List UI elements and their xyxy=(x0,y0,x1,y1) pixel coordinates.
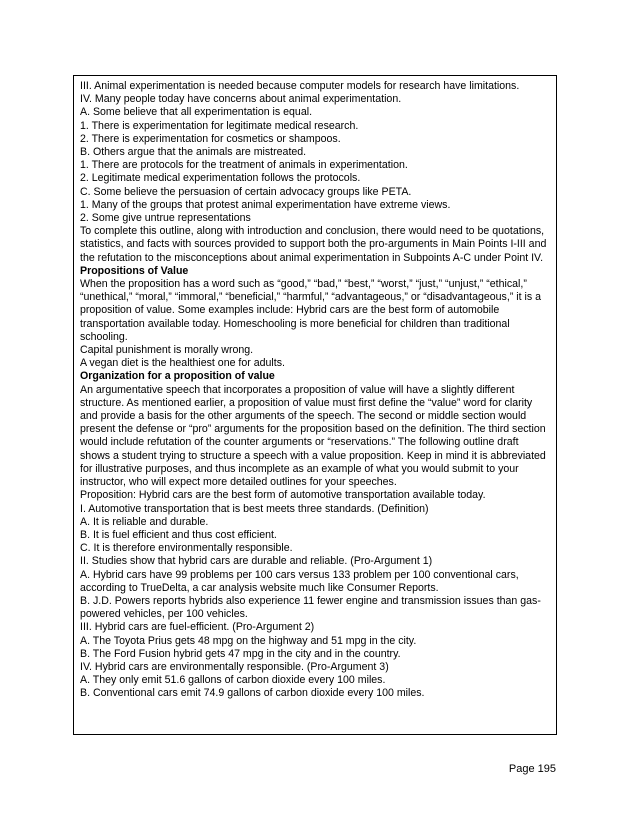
example-item: A vegan diet is the healthiest one for adults. xyxy=(80,357,285,370)
outline-item: A. It is reliable and durable. xyxy=(80,515,209,528)
outline-item: A. Hybrid cars have 99 problems per 100 cars versus 133 problem per 100 conventional cars, according to TrueDelta, a car analysis website much like Consumer Reports. xyxy=(80,568,519,594)
outline-item: C. It is therefore environmentally responsible. xyxy=(80,542,293,555)
outline-item: B. Others argue that the animals are mistreated. xyxy=(80,146,307,159)
outline-item: 1. Many of the groups that protest animal experimentation have extreme views. xyxy=(80,198,451,211)
paragraph: An argumentative speech that incorporates a proposition of value will have a slightly different structure. As mentioned earlier, a proposition of value must first define the “value” word for clarity and provide a basis for the other arguments of the speech. The second or middle section would present the defense or “pro” arguments for the proposition based on the definition. The third section would include refutation of the counter arguments or “reservations.” The following outline draft shows a student trying to structure a speech with a value proposition. Keep in mind it is abbreviated for illustrative purposes, and thus incomplete as an example of what you would submit to your instructor, who will expect more detailed outlines for your speeches. xyxy=(80,383,546,489)
outline-item: IV. Hybrid cars are environmentally responsible. (Pro-Argument 3) xyxy=(80,660,389,673)
text-box xyxy=(73,75,557,735)
outline-item: A. Some believe that all experimentation is equal. xyxy=(80,106,313,119)
outline-item: A. They only emit 51.6 gallons of carbon dioxide every 100 miles. xyxy=(80,674,386,687)
outline-item: B. It is fuel efficient and thus cost efficient. xyxy=(80,528,277,541)
example-item: Capital punishment is morally wrong. xyxy=(80,344,254,357)
outline-item: 2. There is experimentation for cosmetics or shampoos. xyxy=(80,132,341,145)
outline-item: 2. Legitimate medical experimentation follows the protocols. xyxy=(80,172,361,185)
outline-item: C. Some believe the persuasion of certain advocacy groups like PETA. xyxy=(80,185,412,198)
paragraph: To complete this outline, along with introduction and conclusion, there would need to be quotations, statistics, and facts with sources provided to support both the pro-arguments in Main Points I-III and the refutation to the misconceptions about animal experimentation in Subpoints A-C under Point IV. xyxy=(80,225,547,264)
paragraph: When the proposition has a word such as “good,” “bad,” “best,” “worst,” “just,” “unjust,” “ethical,” “unethical,” “moral,” “immoral,” “beneficial,” “harmful,” “advantageous,” or “disadvantageous,” it is a proposition of value. Some examples include: Hybrid cars are the best form of automobile transportation available today. Homeschooling is more beneficial for children than traditional schooling. xyxy=(80,278,541,343)
outline-item: IV. Many people today have concerns about animal experimentation. xyxy=(80,93,402,106)
page-number: Page 195 xyxy=(508,763,556,775)
outline-item: I. Automotive transportation that is best meets three standards. (Definition) xyxy=(80,502,429,515)
outline-item: A. The Toyota Prius gets 48 mpg on the highway and 51 mpg in the city. xyxy=(80,634,417,647)
outline-item: 2. Some give untrue representations xyxy=(80,212,251,225)
outline-item: II. Studies show that hybrid cars are durable and reliable. (Pro-Argument 1) xyxy=(80,555,433,568)
outline-item: 1. There are protocols for the treatment of animals in experimentation. xyxy=(80,159,408,172)
proposition-line: Proposition: Hybrid cars are the best form of automotive transportation available today. xyxy=(80,489,486,502)
outline-item: 1. There is experimentation for legitimate medical research. xyxy=(80,119,359,132)
section-heading: Organization for a proposition of value xyxy=(80,370,275,383)
outline-item: III. Hybrid cars are fuel-efficient. (Pro-Argument 2) xyxy=(80,621,315,634)
section-heading: Propositions of Value xyxy=(80,264,189,277)
outline-item: B. The Ford Fusion hybrid gets 47 mpg in the city and in the country. xyxy=(80,647,401,660)
outline-item: B. Conventional cars emit 74.9 gallons of carbon dioxide every 100 miles. xyxy=(80,687,425,700)
outline-item: III. Animal experimentation is needed because computer models for research have limitations. xyxy=(80,80,520,92)
outline-item: B. J.D. Powers reports hybrids also experience 11 fewer engine and transmission issues than gas-powered vehicles, per 100 vehicles. xyxy=(80,594,541,621)
